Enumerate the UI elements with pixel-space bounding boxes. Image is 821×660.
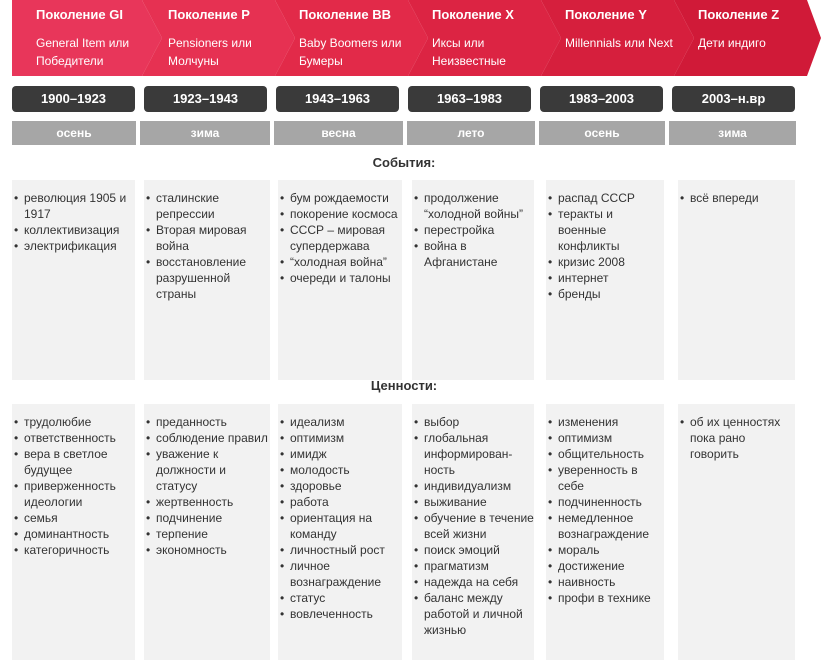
value-item: • приверженность идеологии [12,478,135,510]
event-item: • продолжение “холодной войны” [412,190,534,222]
value-item: • ориентация на команду [278,510,402,542]
value-item: • оптимизм [278,430,402,446]
season-label: весна [274,121,403,145]
event-item: • теракты и военные конфликты [546,206,664,254]
values-panel-4 [412,404,534,660]
event-item: • бренды [546,286,664,302]
values-title: Ценности: [370,378,438,393]
value-item: • жертвенность [144,494,270,510]
event-item: • кризис 2008 [546,254,664,270]
value-item: • доминантность [12,526,135,542]
events-list [412,190,534,270]
value-item: • об их ценностях пока рано говорить [678,414,795,462]
values-list [278,414,402,622]
events-panel-3 [278,180,402,380]
values-panel-6 [678,404,795,660]
events-list [12,190,135,254]
values-panel-1 [12,404,135,660]
event-item: • перестройка [412,222,534,238]
generation-subtitle: Иксы или Неизвестные [432,36,506,68]
events-list [546,190,664,302]
generation-header-2 [168,0,280,76]
events-panel-1 [12,180,135,380]
season-row [0,121,821,145]
values-list [412,414,534,638]
generation-subtitle: General Item или Победители [36,36,130,68]
season-label: зима [669,121,796,145]
season-label: осень [12,121,136,145]
year-pill: 1900–1923 [12,86,135,112]
event-item: • интернет [546,270,664,286]
value-item: • работа [278,494,402,510]
event-item: • восстановление разрушенной страны [144,254,270,302]
value-item: • индивидуализм [412,478,534,494]
value-item: • здоровье [278,478,402,494]
generation-subtitle: Millennials или Next [565,36,673,50]
events-list [144,190,270,302]
value-item: • изменения [546,414,664,430]
generation-title: Поколение P [168,7,250,22]
event-item: • “холодная война” [278,254,402,270]
events-panel-4 [412,180,534,380]
values-panel-3 [278,404,402,660]
event-item: • электрификация [12,238,135,254]
generation-subtitle: Дети индиго [698,36,766,50]
generation-header-4 [432,0,544,76]
generation-subtitle: Pensioners или Молчуны [168,36,252,68]
generation-header-5 [565,0,677,76]
value-item: • поиск эмоций [412,542,534,558]
year-pill: 2003–н.вр [672,86,795,112]
generation-header-6 [698,0,806,76]
value-item: • выживание [412,494,534,510]
generation-subtitle: Baby Boomers или Бумеры [299,36,402,68]
value-item: • уважение к должности и статусу [144,446,270,494]
value-item: • личное вознаграждение [278,558,402,590]
value-item: • преданность [144,414,270,430]
value-item: • личностный рост [278,542,402,558]
events-list [278,190,402,286]
value-item: • общительность [546,446,664,462]
event-item: • распад СССР [546,190,664,206]
events-title: События: [372,155,436,170]
values-panel-2 [144,404,270,660]
year-row [0,86,821,112]
value-item: • глобальная информирован-ность [412,430,534,478]
value-item: • вера в светлое будущее [12,446,135,478]
generation-title: Поколение Y [565,7,647,22]
events-panel-2 [144,180,270,380]
year-pill: 1923–1943 [144,86,267,112]
value-item: • имидж [278,446,402,462]
generation-title: Поколение Z [698,7,780,22]
value-item: • трудолюбие [12,414,135,430]
value-item: • наивность [546,574,664,590]
value-item: • прагматизм [412,558,534,574]
value-item: • молодость [278,462,402,478]
value-item: • соблюдение правил [144,430,270,446]
value-item: • профи в технике [546,590,664,606]
events-list [678,190,795,206]
generation-header-3 [299,0,415,76]
season-label: лето [407,121,535,145]
year-pill: 1943–1963 [276,86,399,112]
values-list [546,414,664,606]
value-item: • мораль [546,542,664,558]
event-item: • революция 1905 и 1917 [12,190,135,222]
value-item: • достижение [546,558,664,574]
value-item: • обучение в течение всей жизни [412,510,534,542]
value-item: • надежда на себя [412,574,534,590]
generation-title: Поколение ВВ [299,7,392,22]
value-item: • семья [12,510,135,526]
event-item: • бум рождаемости [278,190,402,206]
event-item: • всё впереди [678,190,795,206]
event-item: • сталинские репрессии [144,190,270,222]
year-pill: 1963–1983 [408,86,531,112]
value-item: • баланс между работой и личной жизнью [412,590,534,638]
value-item: • идеализм [278,414,402,430]
values-list [12,414,135,558]
event-item: • Вторая мировая война [144,222,270,254]
events-panel-5 [546,180,664,380]
value-item: • экономность [144,542,270,558]
value-item: • категоричность [12,542,135,558]
value-item: • вовлеченность [278,606,402,622]
value-item: • ответственность [12,430,135,446]
year-pill: 1983–2003 [540,86,663,112]
event-item: • СССР – мировая супердержава [278,222,402,254]
season-label: осень [539,121,665,145]
value-item: • статус [278,590,402,606]
value-item: • немедленное вознаграждение [546,510,664,542]
generation-header-1 [36,0,148,76]
values-panel-5 [546,404,664,660]
values-list [144,414,270,558]
value-item: • выбор [412,414,534,430]
value-item: • уверенность в себе [546,462,664,494]
value-item: • подчинение [144,510,270,526]
value-item: • терпение [144,526,270,542]
season-label: зима [140,121,270,145]
generation-title: Поколение GI [36,7,123,22]
value-item: • подчиненность [546,494,664,510]
events-panel-6 [678,180,795,380]
event-item: • очереди и талоны [278,270,402,286]
generation-title: Поколение X [432,7,514,22]
event-item: • покорение космоса [278,206,402,222]
values-list [678,414,795,462]
event-item: • война в Афганистане [412,238,534,270]
value-item: • оптимизм [546,430,664,446]
event-item: • коллективизация [12,222,135,238]
